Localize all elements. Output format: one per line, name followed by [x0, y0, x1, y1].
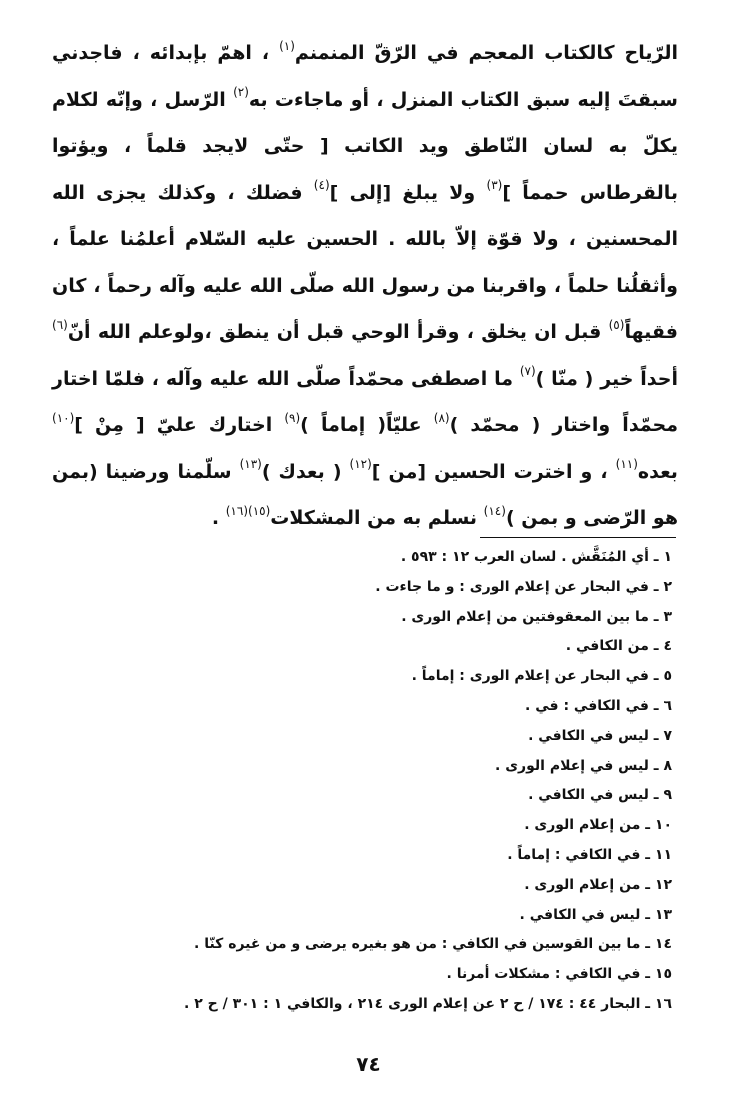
footnote-item: ٨ ـ ليس في إعلام الورى .	[495, 757, 672, 774]
footnote-item: ٢ ـ في البحار عن إعلام الورى : و ما جاءت .	[375, 578, 672, 595]
footnote-ref[interactable]: (١٢)	[349, 457, 372, 472]
text-segment: فضلك ، وكذلك يجزى الله المحسنين ، ولا قوّة إلاّ بالله . الحسين عليه السّلام أعلمُنا علماً ، وأثقلُنا حلماً ، واقربنا من رسول الله صلّى الله عليه وآله رحماً ، كان فقيهاً	[52, 181, 678, 343]
text-segment: قبل ان يخلق ، وقرأ الوحي قبل أن ينطق ،ولوعلم الله أنّ	[67, 321, 602, 343]
main-text	[52, 30, 678, 542]
footnote-ref[interactable]: (٥)	[608, 317, 625, 332]
footnote-item: ١٤ ـ ما بين القوسين في الكافي : من هو بغيره يرضى و من غيره كنّا .	[194, 936, 672, 953]
footnote-item: ٥ ـ في البحار عن إعلام الورى : إماماً .	[411, 668, 672, 685]
footnote-ref[interactable]: (١٤)	[483, 503, 506, 518]
footnote-item: ٣ ـ ما بين المعقوفتين من إعلام الورى .	[401, 608, 672, 625]
footnote-ref[interactable]: (٣)	[486, 178, 503, 193]
footnote-item: ١٢ ـ من إعلام الورى .	[524, 876, 672, 893]
text-segment: سلّمنا ورضينا (بمن هو الرّضى و بمن )	[52, 460, 678, 529]
footnotes-list	[60, 543, 672, 1020]
footnote-ref[interactable]: (٨)	[433, 410, 450, 425]
footnote-item: ١٥ ـ في الكافي : مشكلات أمرنا .	[446, 966, 672, 983]
text-segment: ، اهمّ بإبدائه ، فاجدني سبقتَ إليه سبق الكتاب المنزل ، أو ماجاءت به	[52, 42, 678, 111]
text-segment: ما اصطفى محمّداً صلّى الله عليه وآله ، فلمّا اختار محمّداً واختار ( محمّد )	[52, 367, 678, 436]
text-segment: نسلم به من المشكلات	[270, 507, 478, 529]
footnote-ref[interactable]: (٧)	[519, 364, 536, 379]
footnote-item: ١٦ ـ البحار ٤٤ : ١٧٤ / ح ٢ عن إعلام الورى ٢١٤ ، والكافي ١ : ٣٠١ / ح ٢ .	[184, 995, 672, 1012]
footnote-ref[interactable]: (١٠)	[52, 410, 75, 425]
text-segment: الرّياح كالكتاب المعجم في الرّقّ المنمنم	[294, 42, 678, 64]
footnote-item: ٧ ـ ليس في الكافي .	[528, 727, 672, 744]
footnote-ref[interactable]: (١١)	[615, 457, 638, 472]
text-segment: ( بعدك )	[261, 460, 342, 483]
text-segment: الرّسل ، وإنّه لكلام يكلّ به لسان النّاطق ويد الكاتب [ حتّى لايجد قلماً ، ويؤتوا بالقرطاس حمماً ]	[52, 88, 678, 204]
footnote-item: ١ ـ أي المُنَقَّش . لسان العرب ١٢ : ٥٩٣ .	[400, 549, 672, 565]
text-segment: ولا يبلغ [إلى ]	[329, 181, 476, 204]
footnote-ref[interactable]: (١)	[279, 38, 295, 53]
footnote-item: ٩ ـ ليس في الكافي .	[528, 787, 672, 804]
text-segment: أحداً خير ( منّا )	[535, 367, 678, 390]
text-segment: .	[211, 507, 220, 529]
footnote-ref[interactable]: (١٥)	[248, 503, 271, 518]
text-segment: ، و اخترت الحسين [من ]	[371, 460, 608, 483]
footnote-divider	[480, 537, 676, 538]
footnote-ref[interactable]: (١٣)	[239, 457, 262, 472]
footnote-ref[interactable]: (٢)	[233, 85, 249, 100]
text-segment: عليّاً( إماماً )	[300, 414, 422, 436]
footnote-item: ١٠ ـ من إعلام الورى .	[524, 817, 672, 834]
footnote-ref[interactable]: (٩)	[284, 410, 301, 425]
text-segment: اختارك عليّ [ مِنْ ]	[74, 414, 273, 436]
footnote-ref[interactable]: (٤)	[313, 178, 330, 193]
footnote-item: ١٣ ـ ليس في الكافي .	[519, 906, 672, 923]
footnote-ref[interactable]: (١٦)	[225, 503, 248, 518]
footnote-ref[interactable]: (٦)	[52, 317, 68, 332]
text-segment: بعده	[637, 460, 678, 483]
footnote-item: ١١ ـ في الكافي : إماماً .	[507, 846, 672, 863]
footnote-item: ٦ ـ في الكافي : في .	[525, 697, 672, 714]
footnote-item: ٤ ـ من الكافي .	[565, 638, 672, 655]
page-number: ٧٤	[356, 1052, 381, 1076]
